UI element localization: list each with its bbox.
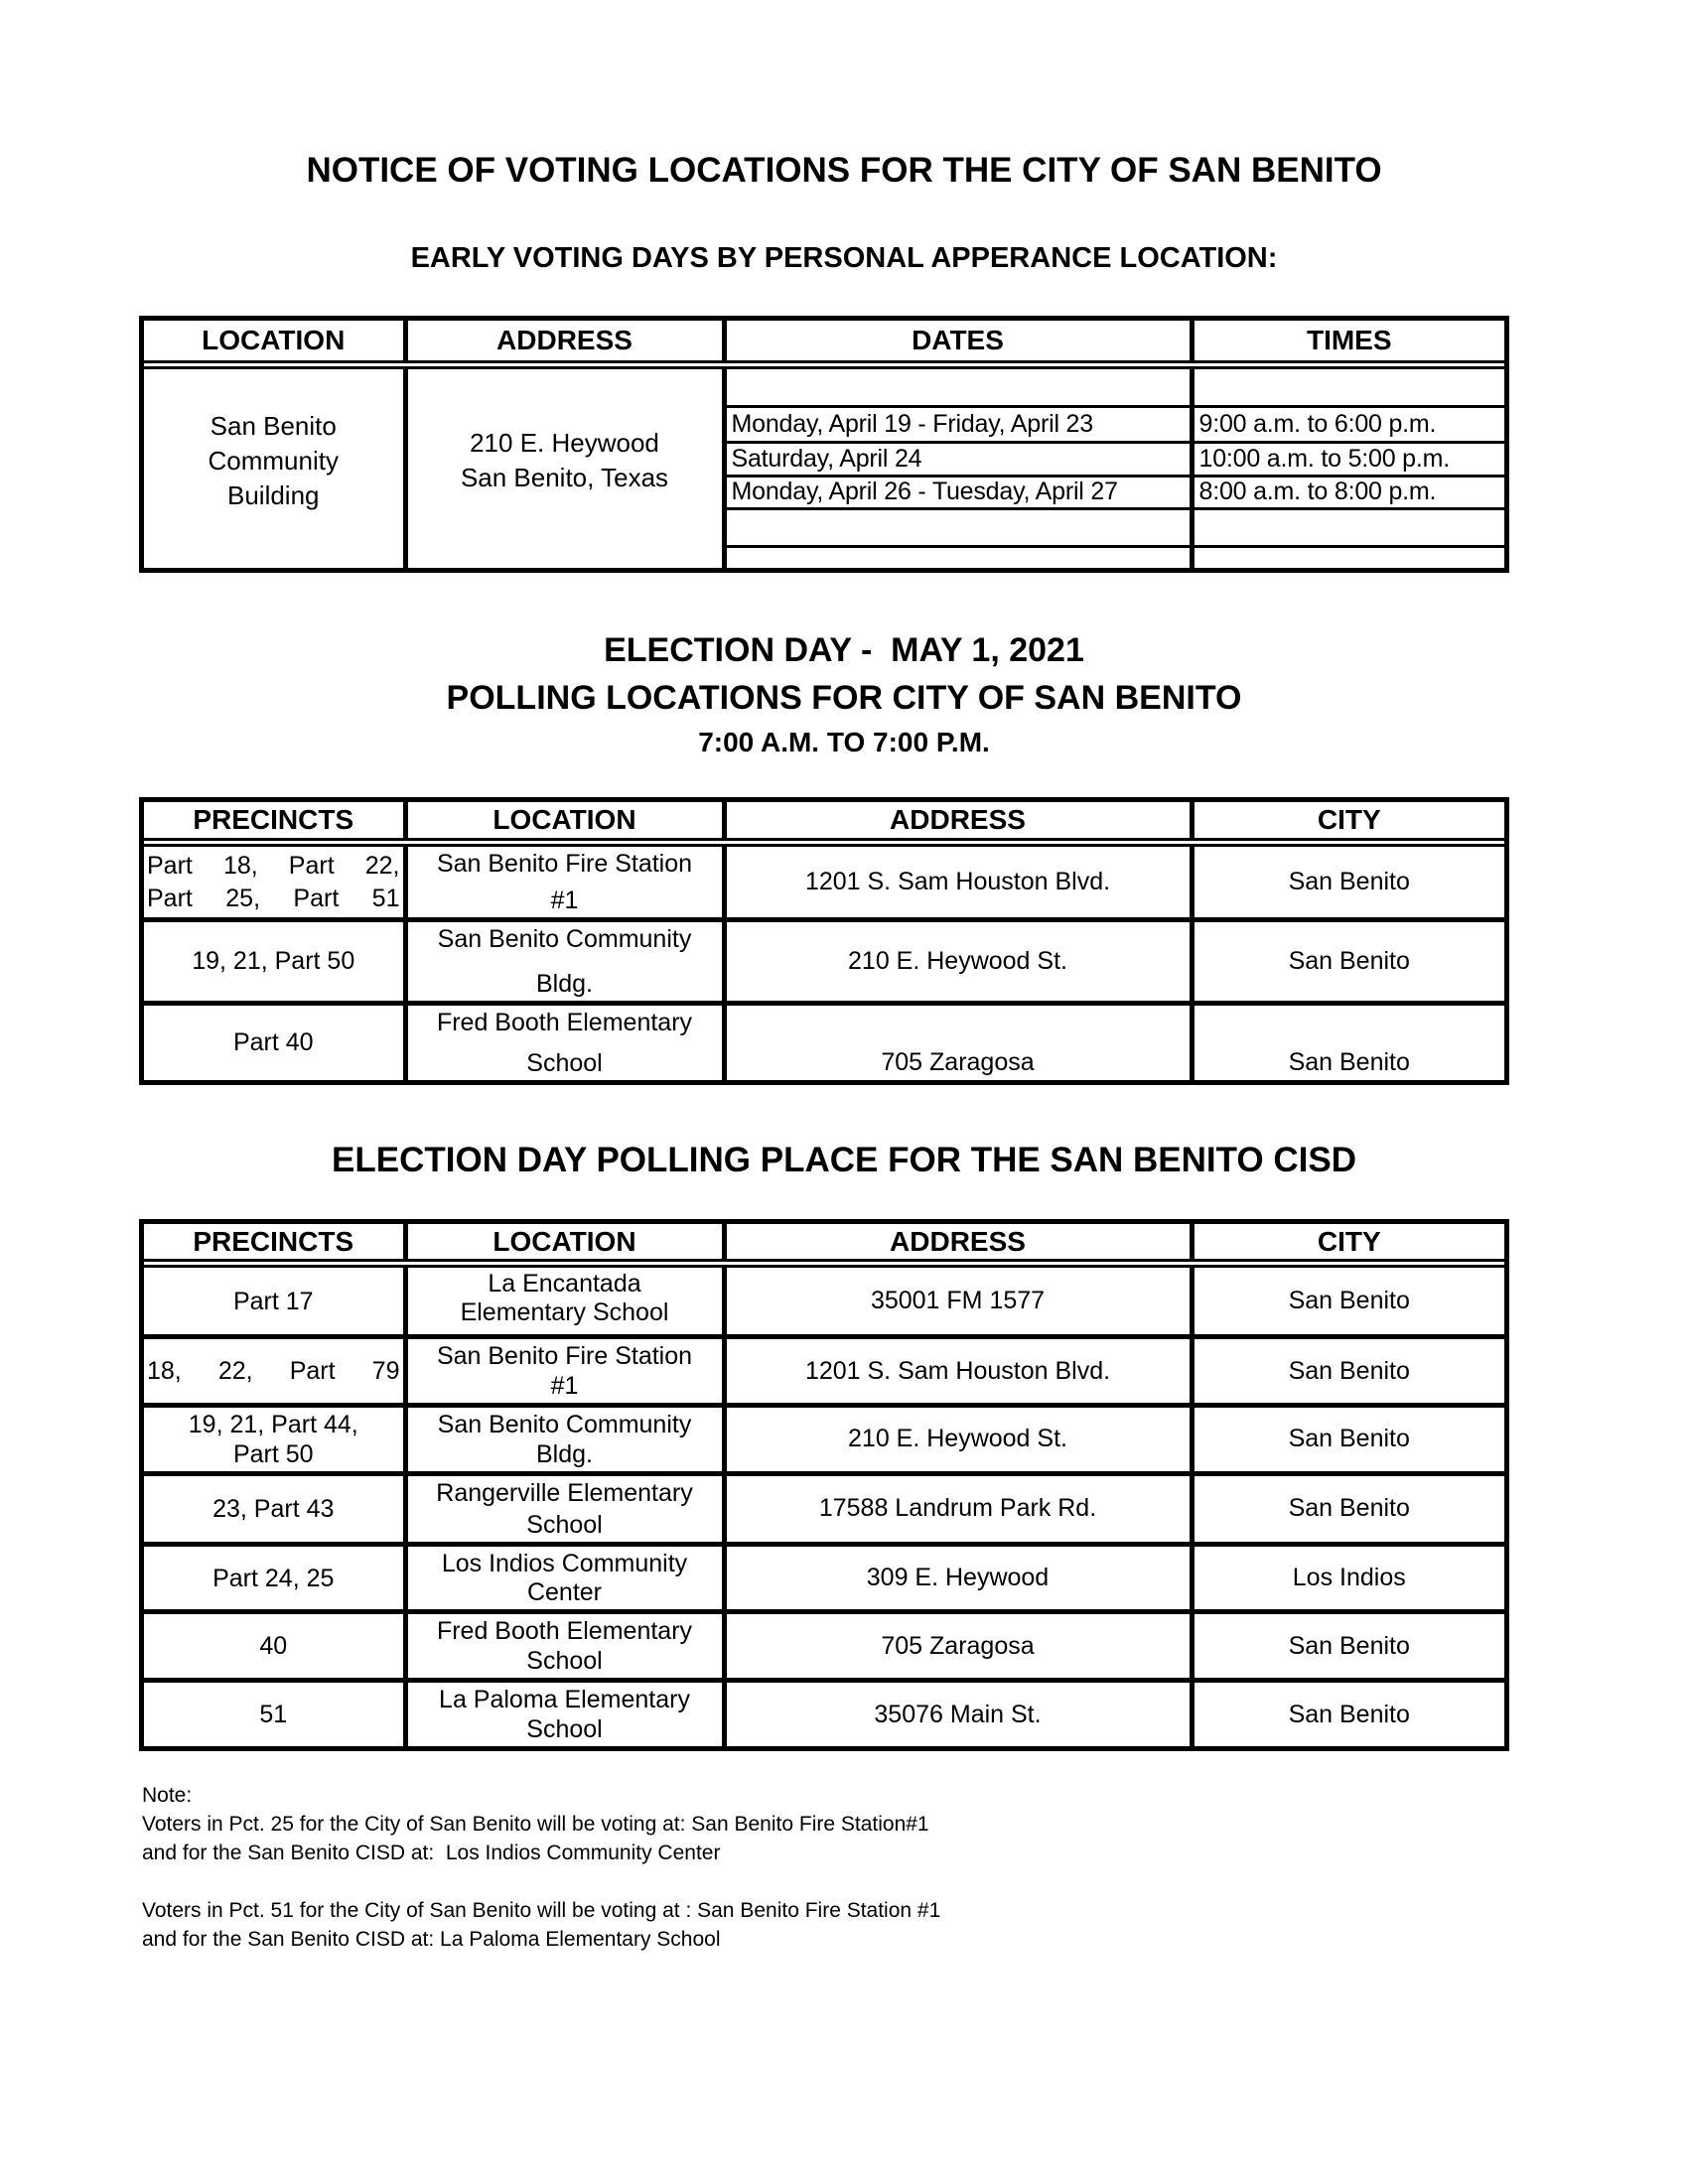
location-cell <box>405 1405 724 1473</box>
col-header-location: LOCATION <box>405 1224 724 1264</box>
notes <box>142 1781 940 1954</box>
election-day-heading-line3: 7:00 A.M. TO 7:00 P.M. <box>698 727 990 757</box>
location-cell <box>405 1264 724 1337</box>
location-cell <box>405 1612 724 1681</box>
precincts-cell <box>144 1405 405 1473</box>
col-header-location: LOCATION <box>144 321 405 364</box>
table-row <box>144 1473 1504 1544</box>
times-cell: 10:00 a.m. to 5:00 p.m. <box>1192 442 1504 476</box>
city-polling-table <box>139 797 1509 1085</box>
dates-cell-empty <box>724 508 1192 546</box>
location-line: Fred Booth Elementary <box>436 1617 693 1646</box>
location-cell <box>405 920 724 1004</box>
cisd-polling-table <box>139 1219 1509 1751</box>
city-cell: San Benito <box>1192 1473 1504 1544</box>
precincts-line: Part 25, Part 51 <box>147 884 400 912</box>
page-title: NOTICE OF VOTING LOCATIONS FOR THE CITY OF SAN BENITO <box>306 151 1382 190</box>
location-line: School <box>526 1049 603 1077</box>
location-cell <box>405 1473 724 1544</box>
precincts-cell: 19, 21, Part 50 <box>144 920 405 1004</box>
note-line: Voters in Pct. 25 for the City of San Benito will be voting at: San Benito Fire Station#1 <box>142 1813 929 1836</box>
address-cell: 705 Zaragosa <box>724 1612 1192 1681</box>
precincts-cell: 23, Part 43 <box>144 1473 405 1544</box>
cisd-polling-grid <box>144 1224 1504 1746</box>
location-line: Building <box>226 479 320 510</box>
precincts-line: 18, 22, Part 79 <box>147 1356 400 1385</box>
times-cell: 9:00 a.m. to 6:00 p.m. <box>1192 406 1504 442</box>
location-line: School <box>526 1647 603 1676</box>
location-line: La Paloma Elementary <box>439 1686 690 1714</box>
table-row <box>144 1337 1504 1406</box>
table-row <box>144 1003 1504 1080</box>
location-line: Bldg. <box>536 1439 593 1468</box>
col-header-location: LOCATION <box>405 802 724 843</box>
dates-cell: Monday, April 26 - Tuesday, April 27 <box>724 476 1192 508</box>
location-line: School <box>526 1510 603 1539</box>
location-line: San Benito Community <box>437 1410 692 1438</box>
note-line: and for the San Benito CISD at: La Paloma Elementary School <box>142 1928 721 1951</box>
location-line: Fred Booth Elementary <box>436 1008 693 1036</box>
address-cell: 210 E. Heywood St. <box>724 1405 1192 1473</box>
note-line: Note: <box>142 1784 193 1807</box>
note-line: Voters in Pct. 51 for the City of San Benito will be voting at : San Benito Fire Station #1 <box>142 1899 941 1922</box>
city-cell: San Benito <box>1192 1264 1504 1337</box>
precincts-line: 19, 21, Part 44, <box>188 1410 358 1438</box>
address-cell: 1201 S. Sam Houston Blvd. <box>724 843 1192 920</box>
early-voting-table <box>139 316 1509 573</box>
table-row <box>144 1612 1504 1681</box>
address-cell: 35076 Main St. <box>724 1681 1192 1746</box>
city-polling-grid <box>144 802 1504 1080</box>
location-cell <box>405 1681 724 1746</box>
table-row <box>144 1264 1504 1337</box>
col-header-address: ADDRESS <box>724 802 1192 843</box>
location-line: San Benito Fire Station <box>436 1342 693 1371</box>
location-line: Rangerville Elementary <box>436 1478 693 1507</box>
header-row <box>144 802 1504 843</box>
address-cell: 35001 FM 1577 <box>724 1264 1192 1337</box>
col-header-address: ADDRESS <box>405 321 724 364</box>
location-line: Elementary School <box>460 1297 669 1326</box>
dates-cell: Saturday, April 24 <box>724 442 1192 476</box>
col-header-address: ADDRESS <box>724 1224 1192 1264</box>
election-day-heading-line2: POLLING LOCATIONS FOR CITY OF SAN BENITO <box>446 679 1242 717</box>
location-line: Bldg. <box>536 969 593 998</box>
location-line: La Encantada <box>488 1269 641 1297</box>
precincts-cell: 40 <box>144 1612 405 1681</box>
city-cell: San Benito <box>1192 920 1504 1004</box>
col-header-dates: DATES <box>724 321 1192 364</box>
location-cell <box>144 364 405 571</box>
table-row <box>144 364 1504 406</box>
precincts-line: Part 50 <box>232 1439 314 1468</box>
location-line: Community <box>208 445 339 476</box>
location-cell <box>405 1337 724 1406</box>
location-line: School <box>526 1715 603 1743</box>
address-line: 210 E. Heywood <box>470 428 659 459</box>
header-row <box>144 321 1504 364</box>
address-cell <box>405 364 724 571</box>
city-cell: San Benito <box>1192 1003 1504 1080</box>
cisd-heading: ELECTION DAY POLLING PLACE FOR THE SAN BENITO CISD <box>332 1141 1356 1179</box>
location-line: #1 <box>550 1371 579 1400</box>
address-cell: 309 E. Heywood <box>724 1544 1192 1612</box>
address-cell: 210 E. Heywood St. <box>724 920 1192 1004</box>
location-line: Center <box>526 1578 603 1607</box>
location-line: San Benito Fire Station <box>436 850 693 879</box>
precincts-cell: 51 <box>144 1681 405 1746</box>
location-line: San Benito Community <box>437 925 692 954</box>
city-cell: San Benito <box>1192 843 1504 920</box>
dates-cell-empty <box>724 364 1192 406</box>
precincts-cell: Part 17 <box>232 1287 314 1315</box>
location-cell <box>405 1003 724 1080</box>
times-cell: 8:00 a.m. to 8:00 p.m. <box>1192 476 1504 508</box>
precincts-cell: Part 24, 25 <box>144 1544 405 1612</box>
precincts-cell <box>144 843 405 920</box>
early-voting-grid <box>144 321 1504 571</box>
col-header-city: CITY <box>1192 802 1504 843</box>
note-line: and for the San Benito CISD at: Los Indios Community Center <box>142 1842 721 1864</box>
city-cell: San Benito <box>1192 1681 1504 1746</box>
address-cell: 705 Zaragosa <box>724 1003 1192 1080</box>
location-line: Los Indios Community <box>441 1549 688 1577</box>
location-cell <box>405 1544 724 1612</box>
table-row <box>144 920 1504 1004</box>
location-line: #1 <box>550 887 579 915</box>
table-row <box>144 1544 1504 1612</box>
city-cell: San Benito <box>1192 1405 1504 1473</box>
col-header-precincts: PRECINCTS <box>144 1224 405 1264</box>
table-row <box>144 1405 1504 1473</box>
early-voting-subtitle: EARLY VOTING DAYS BY PERSONAL APPERANCE LOCATION: <box>410 242 1278 274</box>
dates-cell: Monday, April 19 - Friday, April 23 <box>724 406 1192 442</box>
address-cell: 17588 Landrum Park Rd. <box>724 1473 1192 1544</box>
city-cell: Los Indios <box>1192 1544 1504 1612</box>
precincts-cell: Part 40 <box>144 1003 405 1080</box>
table-row <box>144 843 1504 920</box>
times-cell-empty <box>1192 508 1504 546</box>
header-row <box>144 1224 1504 1264</box>
col-header-precincts: PRECINCTS <box>144 802 405 843</box>
location-line: San Benito <box>210 410 337 441</box>
precincts-line: Part 18, Part 22, <box>147 851 400 880</box>
city-cell: San Benito <box>1192 1612 1504 1681</box>
dates-cell-empty <box>724 546 1192 571</box>
city-cell: San Benito <box>1192 1337 1504 1406</box>
table-row <box>144 1681 1504 1746</box>
address-cell: 1201 S. Sam Houston Blvd. <box>724 1337 1192 1406</box>
col-header-city: CITY <box>1192 1224 1504 1264</box>
times-cell-empty <box>1192 364 1504 406</box>
address-line: San Benito, Texas <box>460 463 669 493</box>
election-day-heading-line1: ELECTION DAY - MAY 1, 2021 <box>604 631 1084 669</box>
times-cell-empty <box>1192 546 1504 571</box>
note-line <box>142 1867 940 1896</box>
col-header-times: TIMES <box>1192 321 1504 364</box>
precincts-cell <box>144 1337 405 1406</box>
location-cell <box>405 843 724 920</box>
